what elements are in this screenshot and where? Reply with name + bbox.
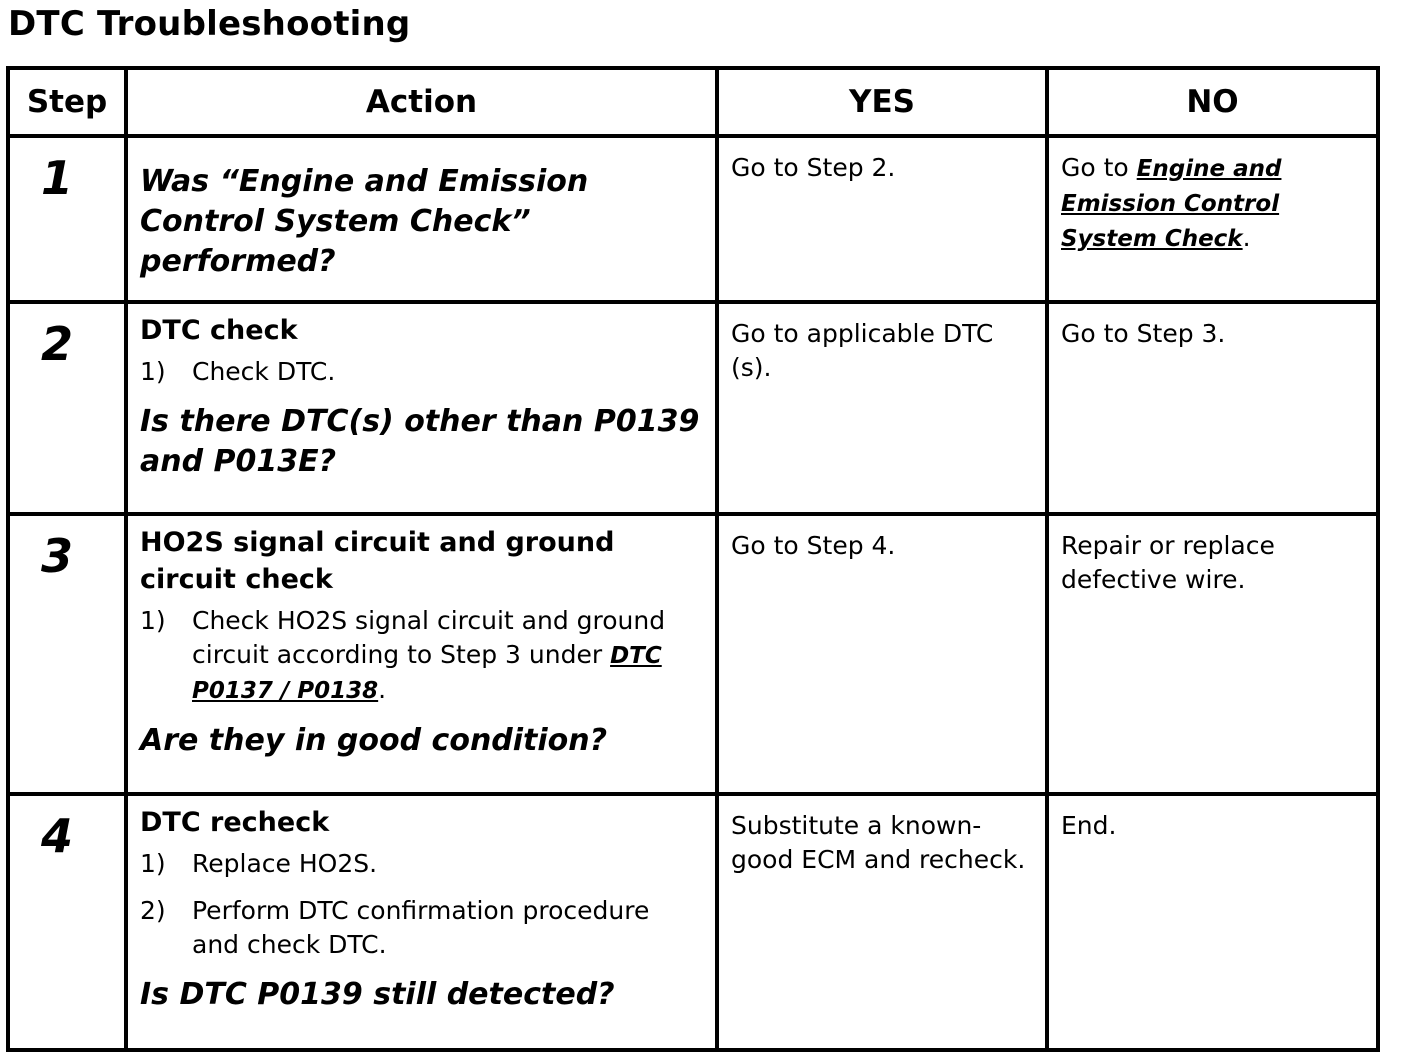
no-text bbox=[1049, 138, 1376, 264]
item-number: 1) bbox=[140, 606, 166, 635]
step-cell bbox=[8, 514, 126, 794]
item-number: 1) bbox=[140, 357, 166, 386]
header-yes: YES bbox=[717, 68, 1047, 136]
table-row bbox=[8, 136, 1378, 302]
action-cell bbox=[126, 302, 717, 514]
item-text: Replace HO2S. bbox=[192, 849, 378, 878]
table-row bbox=[8, 514, 1378, 794]
engine-emission-check-link[interactable]: Engine and Emission Control System Check bbox=[1061, 156, 1282, 252]
no-text: Go to Step 3. bbox=[1061, 319, 1226, 348]
item-body: Check HO2S signal circuit and ground circuit according to Step 3 under bbox=[192, 606, 666, 669]
procedure-list bbox=[140, 604, 703, 708]
step-cell bbox=[8, 794, 126, 1050]
step-title: DTC check bbox=[140, 315, 298, 346]
step-title: HO2S signal circuit and ground circuit check bbox=[140, 527, 615, 595]
no-cell bbox=[1047, 136, 1378, 302]
item-text: Check DTC. bbox=[192, 357, 336, 386]
step-number: 4 bbox=[40, 809, 73, 863]
step-number: 1 bbox=[40, 151, 73, 205]
no-cell bbox=[1047, 514, 1378, 794]
step-question: Was “Engine and Emission Control System Check” performed? bbox=[140, 164, 589, 279]
yes-text: Go to Step 2. bbox=[731, 153, 896, 182]
header-action: Action bbox=[126, 68, 717, 136]
action-cell bbox=[126, 794, 717, 1050]
yes-cell bbox=[717, 136, 1047, 302]
action-cell bbox=[126, 514, 717, 794]
yes-cell bbox=[717, 794, 1047, 1050]
table-row bbox=[8, 302, 1378, 514]
header-step: Step bbox=[8, 68, 126, 136]
item-text bbox=[192, 604, 703, 708]
yes-text: Go to Step 4. bbox=[731, 531, 896, 560]
item-text: Perform DTC confirmation procedure and check DTC. bbox=[192, 896, 650, 959]
step-cell bbox=[8, 302, 126, 514]
list-item bbox=[140, 604, 703, 708]
step-number: 2 bbox=[40, 317, 73, 371]
no-cell bbox=[1047, 302, 1378, 514]
action-cell bbox=[126, 136, 717, 302]
yes-cell bbox=[717, 514, 1047, 794]
item-number: 2) bbox=[140, 896, 166, 925]
no-text: Repair or replace defective wire. bbox=[1061, 531, 1275, 594]
no-suffix: . bbox=[1242, 223, 1251, 252]
step-question: Is there DTC(s) other than P0139 and P013E? bbox=[140, 404, 700, 479]
list-item bbox=[140, 847, 703, 881]
procedure-list bbox=[140, 847, 703, 962]
yes-text: Substitute a known-good ECM and recheck. bbox=[731, 811, 1026, 874]
procedure-list bbox=[140, 355, 703, 389]
table-header-row bbox=[8, 68, 1378, 136]
item-number: 1) bbox=[140, 849, 166, 878]
step-cell bbox=[8, 136, 126, 302]
item-suffix: . bbox=[378, 675, 387, 704]
list-item bbox=[140, 355, 703, 389]
step-title: DTC recheck bbox=[140, 807, 330, 838]
page-title: DTC Troubleshooting bbox=[8, 4, 411, 44]
no-text: End. bbox=[1061, 811, 1117, 840]
step-question: Is DTC P0139 still detected? bbox=[140, 977, 615, 1012]
table-row bbox=[8, 794, 1378, 1050]
step-question: Are they in good condition? bbox=[140, 723, 608, 758]
header-no: NO bbox=[1047, 68, 1378, 136]
step-number: 3 bbox=[40, 529, 73, 583]
dtc-p0137-p0138-link[interactable]: DTC P0137 / P0138 bbox=[192, 643, 662, 704]
troubleshooting-table bbox=[6, 66, 1380, 1052]
list-item bbox=[140, 894, 703, 962]
yes-text: Go to applicable DTC (s). bbox=[731, 319, 994, 382]
no-prefix: Go to bbox=[1061, 153, 1137, 182]
yes-cell bbox=[717, 302, 1047, 514]
no-cell bbox=[1047, 794, 1378, 1050]
